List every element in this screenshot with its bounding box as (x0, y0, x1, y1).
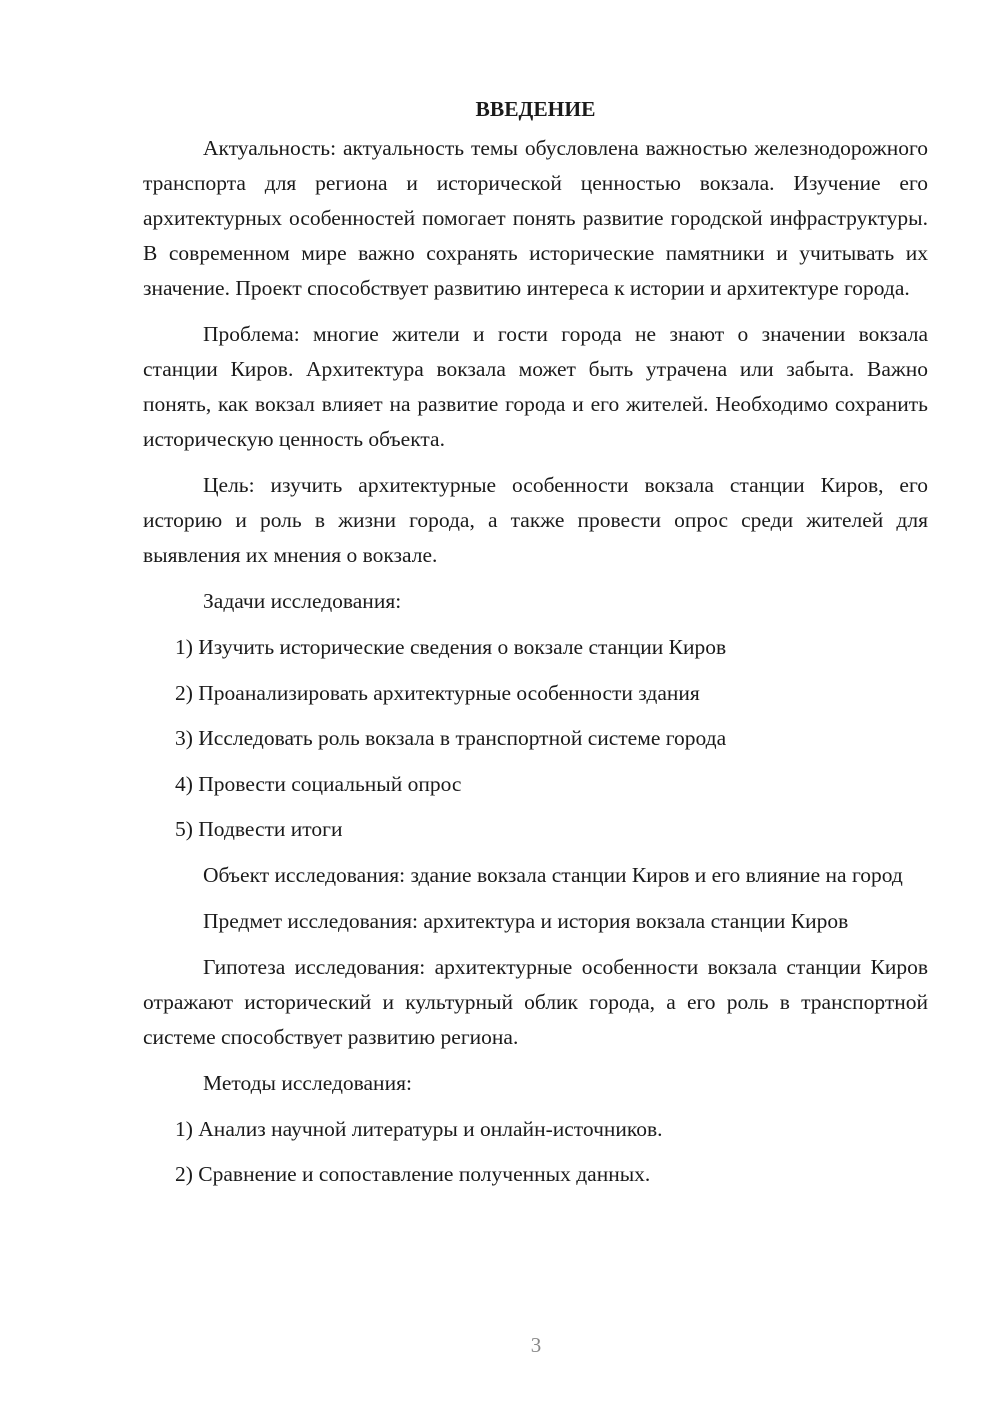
list-item: 5) Подвести итоги (175, 817, 343, 841)
tasks-heading: Задачи исследования: (203, 589, 402, 613)
relevance-paragraph: Актуальность: актуальность темы обусловлена важностью железнодорожного транспорта для региона и исторической ценностью вокзала. Изучение его архитектурных особенностей помогает понять развитие городской инфраструктуры. В современном мире важно сохранять исторические памятники и учитывать их значение. Проект способствует развитию интереса к истории и архитектуре города. (143, 136, 928, 300)
list-item: 2) Сравнение и сопоставление полученных данных. (175, 1162, 651, 1186)
object-paragraph: Объект исследования: здание вокзала станции Киров и его влияние на город (203, 862, 903, 887)
methods-list (143, 1112, 928, 1193)
problem-paragraph: Проблема: многие жители и гости города не знают о значении вокзала станции Киров. Архитектура вокзала может быть утрачена или забыта. Важно понять, как вокзал влияет на развитие города и его жителей. Необходимо сохранить историческую ценность объекта. (143, 322, 928, 451)
list-item: 2) Проанализировать архитектурные особенности здания (175, 680, 700, 705)
list-item: 4) Провести социальный опрос (175, 771, 462, 796)
hypothesis-paragraph: Гипотеза исследования: архитектурные особенности вокзала станции Киров отражают исторический и культурный облик города, а его роль в транспортной системе способствует развитию региона. (143, 954, 928, 1049)
methods-heading: Методы исследования: (203, 1070, 412, 1095)
page-number: 3 (530, 1333, 542, 1357)
subject-paragraph: Предмет исследования: архитектура и история вокзала станции Киров (203, 908, 849, 933)
goal-paragraph: Цель: изучить архитектурные особенности вокзала станции Киров, его историю и роль в жизни города, а также провести опрос среди жителей для выявления их мнения о вокзале. (143, 473, 928, 567)
list-item: 3) Исследовать роль вокзала в транспортной системе города (175, 726, 727, 750)
tasks-list (143, 630, 928, 847)
document-page (143, 92, 928, 1203)
page-title: ВВЕДЕНИЕ (475, 97, 596, 121)
list-item: 1) Анализ научной литературы и онлайн-источников. (175, 1116, 663, 1141)
list-item: 1) Изучить исторические сведения о вокзале станции Киров (175, 635, 727, 659)
